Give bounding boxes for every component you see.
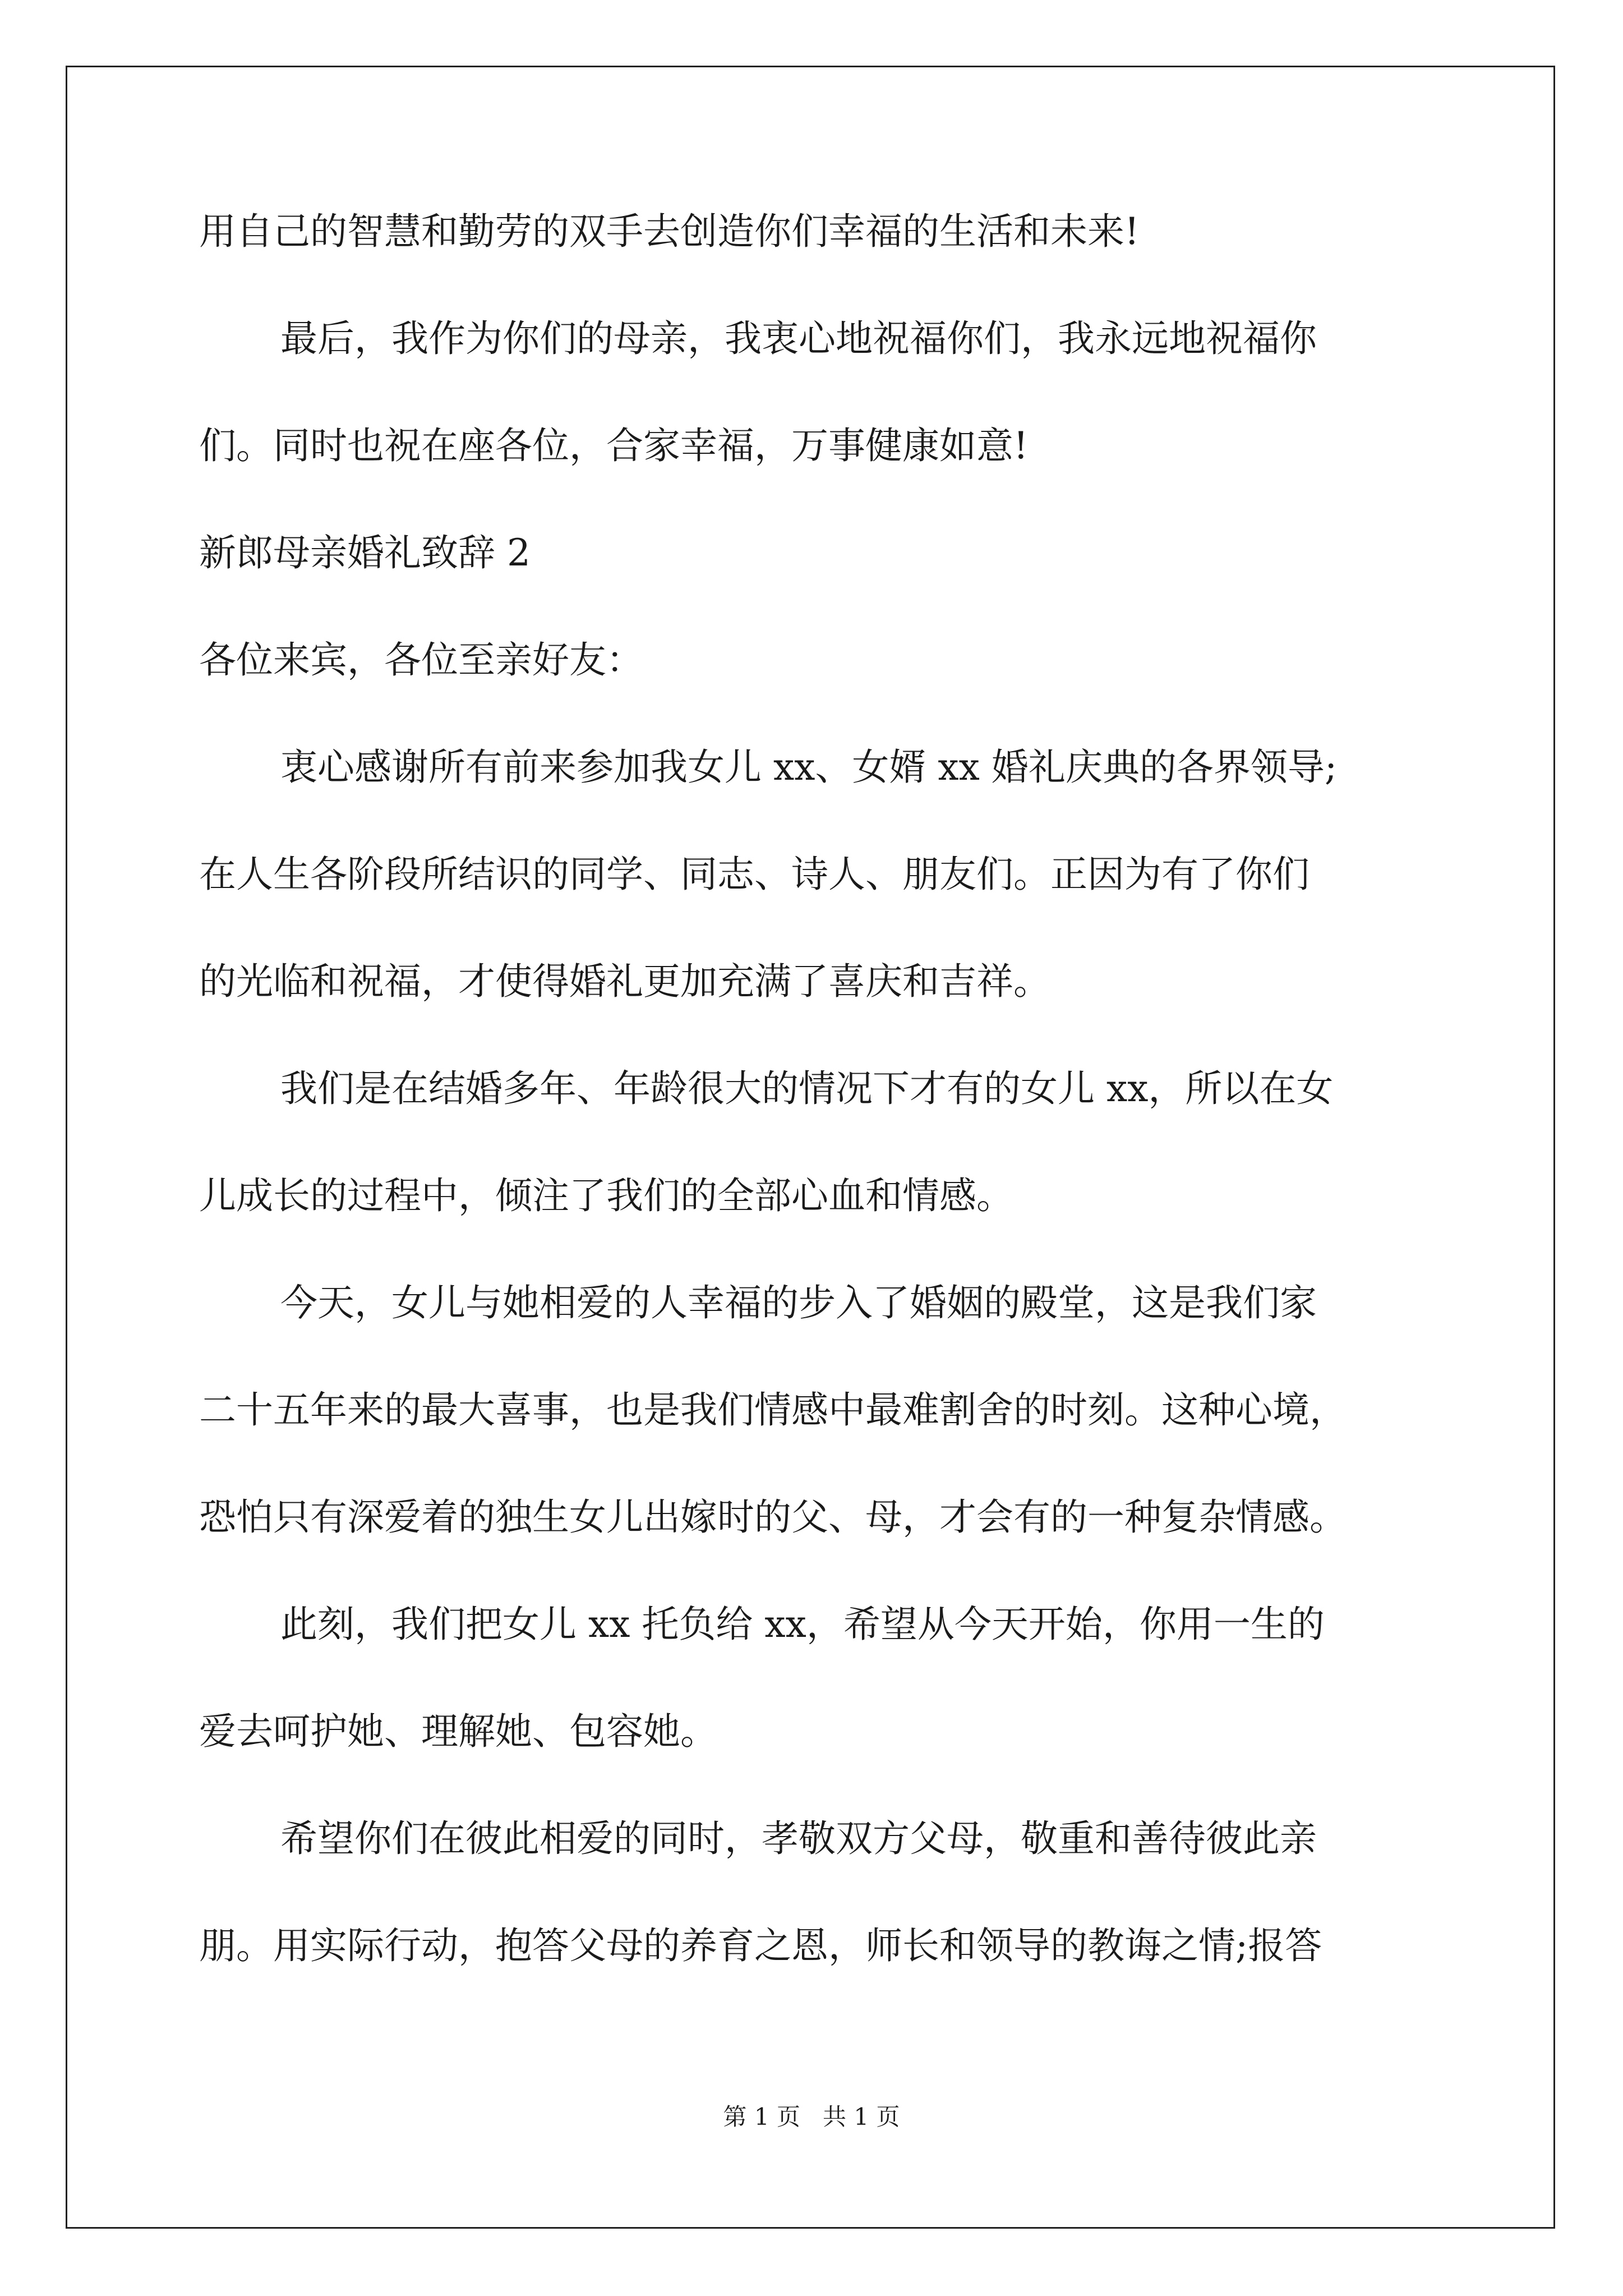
text-line: 今天，女儿与她相爱的人幸福的步入了婚姻的殿堂，这是我们家: [280, 1281, 1317, 1324]
text-line: 我们是在结婚多年、年龄很大的情况下才有的女儿 xx，所以在女: [280, 1067, 1334, 1110]
text-line: 爱去呵护她、理解她、包容她。: [199, 1710, 717, 1753]
text-line: 二十五年来的最大喜事，也是我们情感中最难割舍的时刻。这种心境，: [199, 1388, 1347, 1432]
section-heading: 新郎母亲婚礼致辞 2: [199, 531, 531, 574]
text-line: 衷心感谢所有前来参加我女儿 xx、女婿 xx 婚礼庆典的各界领导;: [280, 746, 1338, 789]
text-line: 朋。用实际行动，抱答父母的养育之恩，师长和领导的教诲之情;报答: [199, 1924, 1322, 1967]
text-line: 儿成长的过程中，倾注了我们的全部心血和情感。: [199, 1174, 1013, 1217]
text-line: 的光临和祝福，才使得婚礼更加充满了喜庆和吉祥。: [199, 960, 1050, 1003]
salutation: 各位来宾，各位至亲好友：: [199, 638, 643, 682]
text-line: 最后，我作为你们的母亲，我衷心地祝福你们，我永远地祝福你: [280, 317, 1317, 360]
text-line: 用自己的智慧和勤劳的双手去创造你们幸福的生活和未来!: [199, 210, 1140, 253]
page-footer: 第 1 页 共 1 页: [723, 2103, 900, 2131]
text-line: 希望你们在彼此相爱的同时，孝敬双方父母，敬重和善待彼此亲: [280, 1817, 1317, 1860]
text-line: 在人生各阶段所结识的同学、同志、诗人、朋友们。正因为有了你们: [199, 853, 1310, 896]
text-line: 恐怕只有深爱着的独生女儿出嫁时的父、母，才会有的一种复杂情感。: [199, 1496, 1347, 1539]
text-line: 此刻，我们把女儿 xx 托负给 xx，希望从今天开始，你用一生的: [280, 1603, 1325, 1646]
text-line: 们。同时也祝在座各位，合家幸福，万事健康如意!: [199, 424, 1029, 467]
document-body: [199, 210, 1427, 2035]
